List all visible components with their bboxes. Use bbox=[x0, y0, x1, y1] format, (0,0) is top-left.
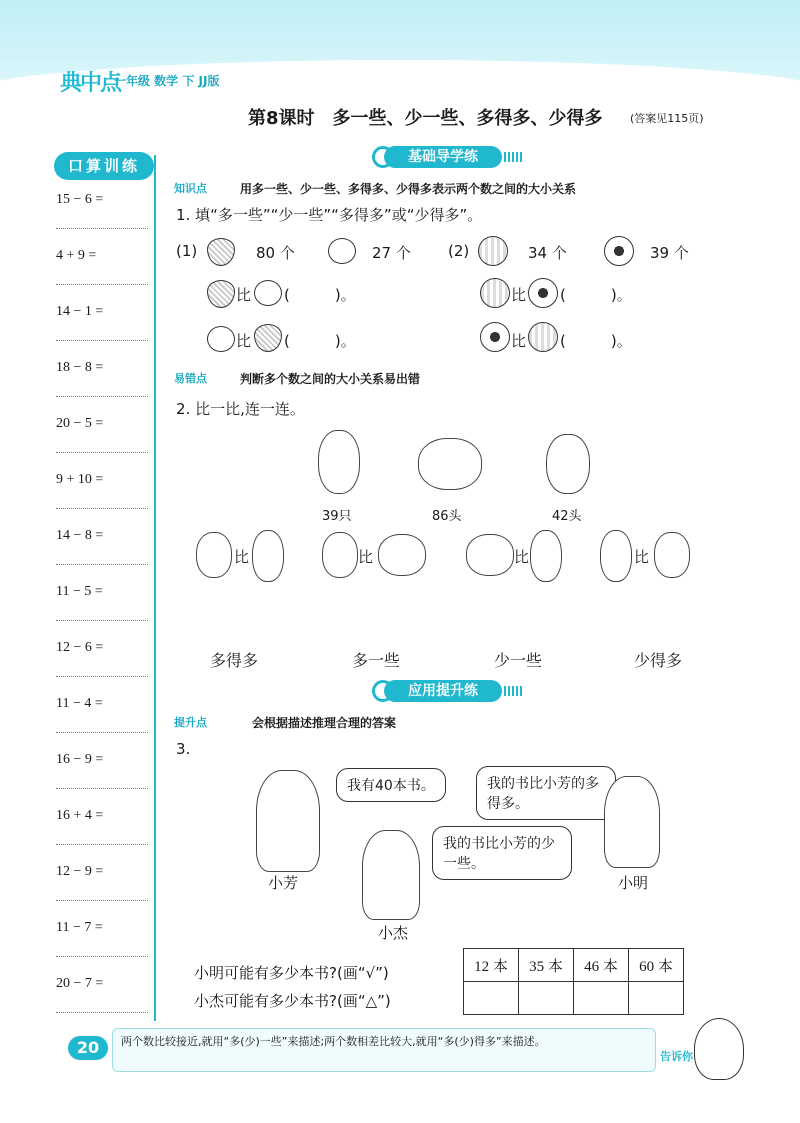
choice-cell: 60 本 bbox=[629, 949, 684, 982]
drill-item: 20 − 5 = bbox=[56, 416, 104, 431]
answer-line[interactable] bbox=[56, 284, 148, 285]
answer-line[interactable] bbox=[56, 508, 148, 509]
drill-item: 11 − 4 = bbox=[56, 696, 103, 711]
mark-cell[interactable] bbox=[464, 982, 519, 1015]
question-2: 2. 比一比,连一连。 bbox=[176, 400, 305, 418]
rabbit-icon bbox=[530, 530, 562, 582]
answer-line[interactable] bbox=[56, 788, 148, 789]
question-1: 1. 填“多一些”“少一些”“多得多”或“少得多”。 bbox=[176, 206, 483, 224]
speech-bubble-jie: 我的书比小芳的少一些。 bbox=[432, 826, 572, 880]
girl-xiaofang-figure bbox=[256, 770, 320, 872]
compare-word: 比 bbox=[511, 332, 527, 350]
improve-text: 会根据描述推理合理的答案 bbox=[252, 716, 397, 730]
answer-option[interactable]: 少一些 bbox=[494, 651, 543, 670]
drill-item: 15 − 6 = bbox=[56, 192, 104, 207]
soccer-ball-icon bbox=[528, 278, 558, 308]
cow-count: 86头 bbox=[432, 509, 462, 524]
ask-xiaojie: 小杰可能有多少本书?(画“△”) bbox=[194, 992, 391, 1010]
book-line: 一年级 数学 下 JJ版 bbox=[114, 74, 220, 88]
improve-tag: 提升点 bbox=[174, 716, 207, 729]
tell-you-label: 告诉你 bbox=[660, 1050, 693, 1063]
cow-icon bbox=[466, 534, 514, 576]
compare-word: 比 bbox=[234, 548, 250, 566]
soccer-ball-icon bbox=[604, 236, 634, 266]
rabbit-icon bbox=[318, 430, 360, 494]
strawberry-icon bbox=[254, 324, 282, 352]
drill-item: 11 − 5 = bbox=[56, 584, 103, 599]
knowledge-text: 用多一些、少一些、多得多、少得多表示两个数之间的大小关系 bbox=[240, 182, 577, 196]
compare-word: 比 bbox=[511, 286, 527, 304]
answer-line[interactable] bbox=[56, 732, 148, 733]
strawberry-count: 80 个 bbox=[256, 244, 295, 262]
pig-icon bbox=[654, 532, 690, 578]
mistake-text: 判断多个数之间的大小关系易出错 bbox=[240, 372, 421, 386]
choice-cell: 12 本 bbox=[464, 949, 519, 982]
answer-blank[interactable]: ( )。 bbox=[284, 286, 356, 304]
drill-item: 12 − 9 = bbox=[56, 864, 104, 879]
strawberry-icon bbox=[207, 238, 235, 266]
compare-word: 比 bbox=[634, 548, 650, 566]
compare-word: 比 bbox=[358, 548, 374, 566]
answer-blank[interactable]: ( )。 bbox=[560, 332, 632, 350]
drill-item: 16 + 4 = bbox=[56, 808, 104, 823]
strawberry-icon bbox=[207, 280, 235, 308]
cow-icon bbox=[418, 438, 482, 490]
basketball-count: 34 个 bbox=[528, 244, 567, 262]
answer-option[interactable]: 少得多 bbox=[634, 651, 683, 670]
page-number: 20 bbox=[68, 1036, 108, 1060]
mark-cell[interactable] bbox=[519, 982, 574, 1015]
hatch-decoration bbox=[504, 152, 522, 162]
rabbit-icon bbox=[600, 530, 632, 582]
orange-count: 27 个 bbox=[372, 244, 411, 262]
soccer-count: 39 个 bbox=[650, 244, 689, 262]
ask-xiaoming: 小明可能有多少本书?(画“√”) bbox=[194, 964, 389, 982]
mark-cell[interactable] bbox=[574, 982, 629, 1015]
drill-item: 20 − 7 = bbox=[56, 976, 104, 991]
boy-xiaoming-figure bbox=[604, 776, 660, 868]
pig-icon bbox=[322, 532, 358, 578]
question-3: 3. bbox=[176, 740, 191, 758]
drill-item: 9 + 10 = bbox=[56, 472, 104, 487]
section-title-basic: 基础导学练 bbox=[384, 146, 502, 168]
choice-cell: 35 本 bbox=[519, 949, 574, 982]
answer-line[interactable] bbox=[56, 396, 148, 397]
name-xiaofang: 小芳 bbox=[268, 874, 299, 892]
drill-item: 14 − 8 = bbox=[56, 528, 104, 543]
compare-word: 比 bbox=[236, 286, 252, 304]
part-1-label: (1) bbox=[176, 242, 198, 260]
answer-line[interactable] bbox=[56, 228, 148, 229]
name-xiaojie: 小杰 bbox=[378, 924, 409, 942]
answer-line[interactable] bbox=[56, 676, 148, 677]
orange-icon bbox=[254, 280, 282, 306]
answer-line[interactable] bbox=[56, 1012, 148, 1013]
mark-cell[interactable] bbox=[629, 982, 684, 1015]
knowledge-tag: 知识点 bbox=[174, 182, 207, 195]
choice-cell: 46 本 bbox=[574, 949, 629, 982]
orange-icon bbox=[207, 326, 235, 352]
answer-line[interactable] bbox=[56, 844, 148, 845]
drill-item: 18 − 8 = bbox=[56, 360, 104, 375]
basketball-icon bbox=[528, 322, 558, 352]
answer-line[interactable] bbox=[56, 620, 148, 621]
drill-item: 16 − 9 = bbox=[56, 752, 104, 767]
rabbit-count: 39只 bbox=[322, 509, 352, 524]
pig-count: 42头 bbox=[552, 509, 582, 524]
speech-bubble-ming: 我的书比小芳的多得多。 bbox=[476, 766, 616, 820]
answer-line[interactable] bbox=[56, 564, 148, 565]
pig-icon bbox=[196, 532, 232, 578]
drill-item: 4 + 9 = bbox=[56, 248, 97, 263]
answer-line[interactable] bbox=[56, 900, 148, 901]
answer-line[interactable] bbox=[56, 956, 148, 957]
name-xiaoming: 小明 bbox=[618, 874, 649, 892]
lesson-title: 第8课时 多一些、少一些、多得多、少得多 bbox=[248, 108, 603, 129]
answer-blank[interactable]: ( )。 bbox=[284, 332, 356, 350]
cow-icon bbox=[378, 534, 426, 576]
mascot-icon bbox=[694, 1018, 744, 1080]
section-title-apply: 应用提升练 bbox=[384, 680, 502, 702]
hatch-decoration bbox=[504, 686, 522, 696]
answer-line[interactable] bbox=[56, 452, 148, 453]
mistake-tag: 易错点 bbox=[174, 372, 207, 385]
rabbit-icon bbox=[252, 530, 284, 582]
answer-option[interactable]: 多一些 bbox=[352, 651, 401, 670]
tip-box: 两个数比较接近,就用“多(少)一些”来描述;两个数相差比较大,就用“多(少)得多”来描述。 bbox=[112, 1028, 656, 1072]
choice-table bbox=[463, 948, 684, 1015]
drill-item: 12 − 6 = bbox=[56, 640, 104, 655]
drill-item: 14 − 1 = bbox=[56, 304, 104, 319]
basketball-icon bbox=[478, 236, 508, 266]
answer-option[interactable]: 多得多 bbox=[210, 651, 259, 670]
soccer-ball-icon bbox=[480, 322, 510, 352]
brand-logo: 典中点 bbox=[60, 71, 121, 96]
orange-icon bbox=[328, 238, 356, 264]
compare-word: 比 bbox=[236, 332, 252, 350]
speech-bubble-fang: 我有40本书。 bbox=[336, 768, 446, 802]
basketball-icon bbox=[480, 278, 510, 308]
answer-ref: (答案见115页) bbox=[630, 112, 704, 125]
answer-blank[interactable]: ( )。 bbox=[560, 286, 632, 304]
sidebar-title: 口算训练 bbox=[54, 152, 154, 180]
compare-word: 比 bbox=[514, 548, 530, 566]
answer-line[interactable] bbox=[56, 340, 148, 341]
part-2-label: (2) bbox=[448, 242, 470, 260]
pig-icon bbox=[546, 434, 590, 494]
boy-xiaojie-figure bbox=[362, 830, 420, 920]
drill-item: 11 − 7 = bbox=[56, 920, 103, 935]
